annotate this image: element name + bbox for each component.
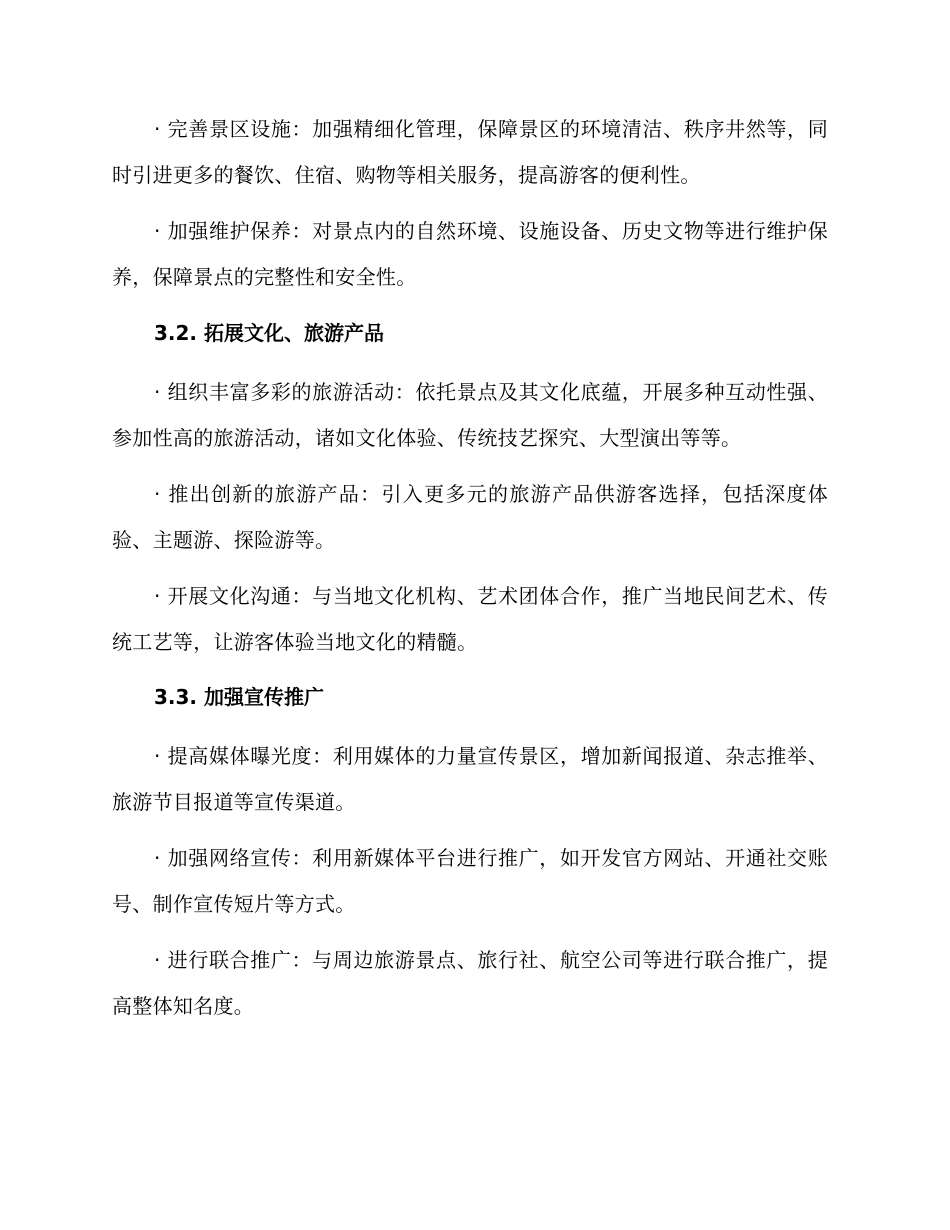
paragraph-online: · 加强网络宣传：利用新媒体平台进行推广，如开发官方网站、开通社交账号、制作宣传短片等方式。 (112, 846, 828, 916)
paragraph-media: · 提高媒体曝光度：利用媒体的力量宣传景区，增加新闻报道、杂志推举、旅游节目报道等宣传渠道。 (112, 744, 828, 814)
paragraph-products: · 推出创新的旅游产品：引入更多元的旅游产品供游客选择，包括深度体验、主题游、探险游等。 (112, 482, 828, 552)
paragraph-culture-exchange: · 开展文化沟通：与当地文化机构、艺术团体合作，推广当地民间艺术、传统工艺等，让游客体验当地文化的精髓。 (112, 584, 828, 654)
paragraph-activities: · 组织丰富多彩的旅游活动：依托景点及其文化底蕴，开展多种互动性强、参加性高的旅游活动，诸如文化体验、传统技艺探究、大型演出等等。 (112, 380, 828, 450)
section-heading-3-3: 3.3. 加强宣传推广 (154, 685, 324, 709)
paragraph-facilities: · 完善景区设施：加强精细化管理，保障景区的环境清洁、秩序井然等，同时引进更多的餐饮、住宿、购物等相关服务，提高游客的便利性。 (112, 117, 828, 187)
section-heading-3-2: 3.2. 拓展文化、旅游产品 (154, 321, 384, 345)
paragraph-maintenance: · 加强维护保养：对景点内的自然环境、设施设备、历史文物等进行维护保养，保障景点的完整性和安全性。 (112, 219, 828, 289)
paragraph-joint-promotion: · 进行联合推广：与周边旅游景点、旅行社、航空公司等进行联合推广，提高整体知名度。 (112, 948, 828, 1018)
